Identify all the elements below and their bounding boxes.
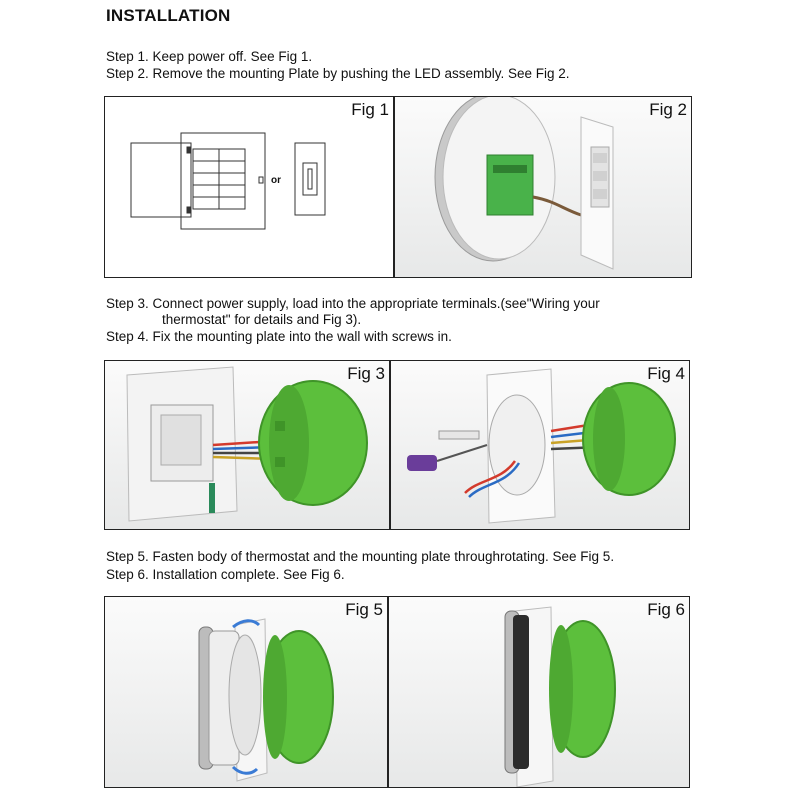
fig3-panel — [104, 360, 390, 530]
page-title: INSTALLATION — [106, 6, 231, 25]
fig1-or-text: or — [271, 175, 281, 186]
fig4-label: Fig 4 — [647, 364, 685, 383]
step-4-text: Step 4. Fix the mounting plate into the wall with screws in. — [106, 329, 452, 344]
fig1-label: Fig 1 — [351, 100, 389, 119]
fig5-panel — [104, 596, 388, 788]
fig6-label: Fig 6 — [647, 600, 685, 619]
step-5-text: Step 5. Fasten body of thermostat and the mounting plate throughrotating. See Fig 5. — [106, 549, 615, 564]
fig6-illustration — [389, 597, 689, 787]
fig1-diagram — [105, 97, 393, 277]
step-1-text: Step 1. Keep power off. See Fig 1. — [106, 49, 313, 64]
fig3-label: Fig 3 — [347, 364, 385, 383]
fig1-panel — [104, 96, 394, 278]
fig4-panel — [390, 360, 690, 530]
fig2-panel — [394, 96, 692, 278]
fig5-illustration — [105, 597, 387, 787]
fig4-illustration — [391, 361, 689, 529]
fig6-panel — [388, 596, 690, 788]
fig2-label: Fig 2 — [649, 100, 687, 119]
fig2-illustration — [395, 97, 691, 277]
fig3-illustration — [105, 361, 389, 529]
step-2-text: Step 2. Remove the mounting Plate by pushing the LED assembly. See Fig 2. — [106, 66, 570, 81]
step-6-text: Step 6. Installation complete. See Fig 6. — [106, 567, 345, 582]
fig5-label: Fig 5 — [345, 600, 383, 619]
step-3-text-line-1: Step 3. Connect power supply, load into the appropriate terminals.(see"Wiring your — [106, 296, 600, 311]
step-3-text-line-2: thermostat" for details and Fig 3). — [162, 312, 362, 327]
